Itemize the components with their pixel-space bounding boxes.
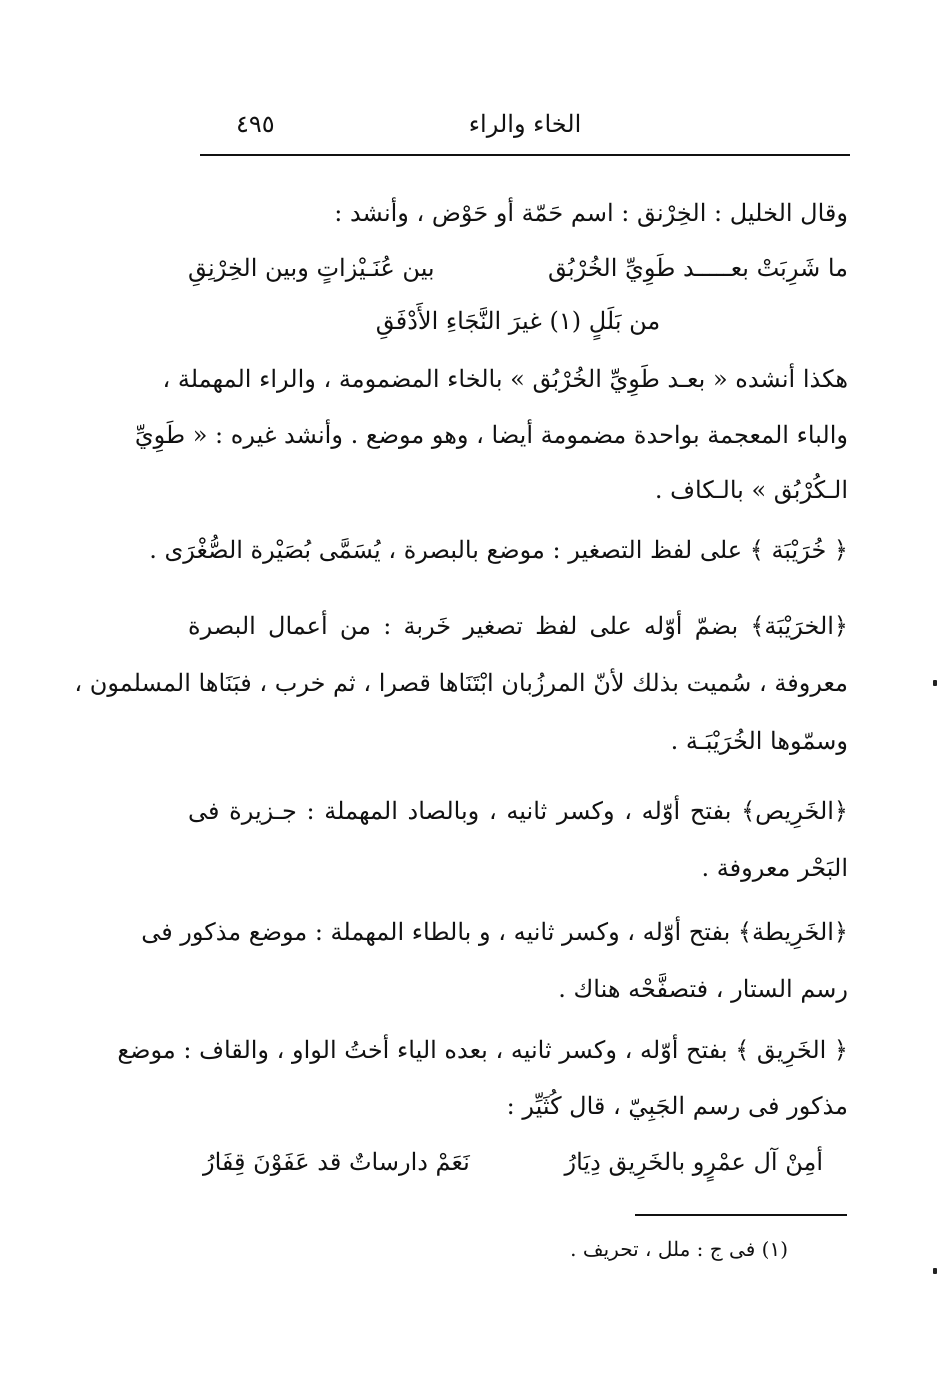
entry-al-kharis: ﴿الخَرِيص﴾ بفتح أوّله ، وكسر ثانيه ، وبالصاد المهملة : جـزيرة فى [188,797,848,825]
text-line: رسم الستار ، فتصفَّحْه هناك . [558,975,848,1003]
text-line: مذكور فى رسم الجَبِيّ ، قال كُثَيِّر : [506,1092,848,1120]
verse-continuation: من بَلَلٍ (١) غيرَ النَّجَاءِ الأَدْفَقِ [375,307,661,335]
entry-al-khariq: ﴿ الخَرِيق ﴾ بفتح أوّله ، وكسر ثانيه ، بعده الياء أختُ الواو ، والقاف : موضع [117,1036,848,1064]
text-line: معروفة ، سُميت بذلك لأنّ المرزُبان ابْتَنَاها قصرا ، ثم خرب ، فبَنَاها المسلمون ، [74,669,848,697]
footnote-rule [635,1214,847,1216]
page-number: ٤٩٥ [236,110,275,138]
text-line: البَحْر معروفة . [701,854,848,882]
text-line: وسمّوها الخُرَيْبَـة . [670,727,848,755]
text-line: والباء المعجمة بواحدة مضمومة أيضا ، وهو موضع . وأنشد غيره : « طَوِيِّ [134,421,848,449]
page-header [200,106,850,150]
poem-verse [188,248,848,288]
scan-speck [933,680,937,686]
text-line: وقال الخليل : الخِرْنق : اسم حَمّة أو حَوْض ، وأنشد : [334,199,848,227]
verse-hemistich-first: أمِنْ آل عمْرٍو بالخَرِيق دِيَارُ [564,1148,823,1176]
entry-al-kharita: ﴿الخَرِيطة﴾ بفتح أوّله ، وكسر ثانيه ، و بالطاء المهملة : موضع مذكور فى [141,918,848,946]
entry-al-khurayba: ﴿الخرَيْبَة﴾ بضمّ أوّله على لفظ تصغير خَربة : من أعمال البصرة [188,612,848,640]
running-title: الخاء والراء [468,110,582,138]
poem-verse [203,1142,823,1182]
text-line: الـكُرْبُق » بالـكاف . [654,476,848,504]
verse-hemistich-second: بين عُنَـيْزاتٍ وبين الخِرْنِقِ [188,254,435,282]
verse-hemistich-second: نَعَمْ دارساتٌ قد عَفَوْنَ قِفَارُ [203,1148,470,1176]
entry-khurayba: ﴿ خُرَيْبَة ﴾ على لفظ التصغير : موضع بالبصرة ، يُسَمَّى بُصَيْرة الصُّغْرَى . [149,536,848,564]
verse-hemistich-first: ما شَرِبَتْ بعـــــد طَوِيِّ الخُرْبُق [548,254,848,282]
footnote: (١) فى ج : ملل ، تحريف . [570,1237,788,1261]
scan-speck [933,1268,937,1274]
header-rule [200,154,850,156]
text-line: هكذا أنشده « بعـد طَوِيِّ الخُرْبُق » بالخاء المضمومة ، والراء المهملة ، [162,365,848,393]
